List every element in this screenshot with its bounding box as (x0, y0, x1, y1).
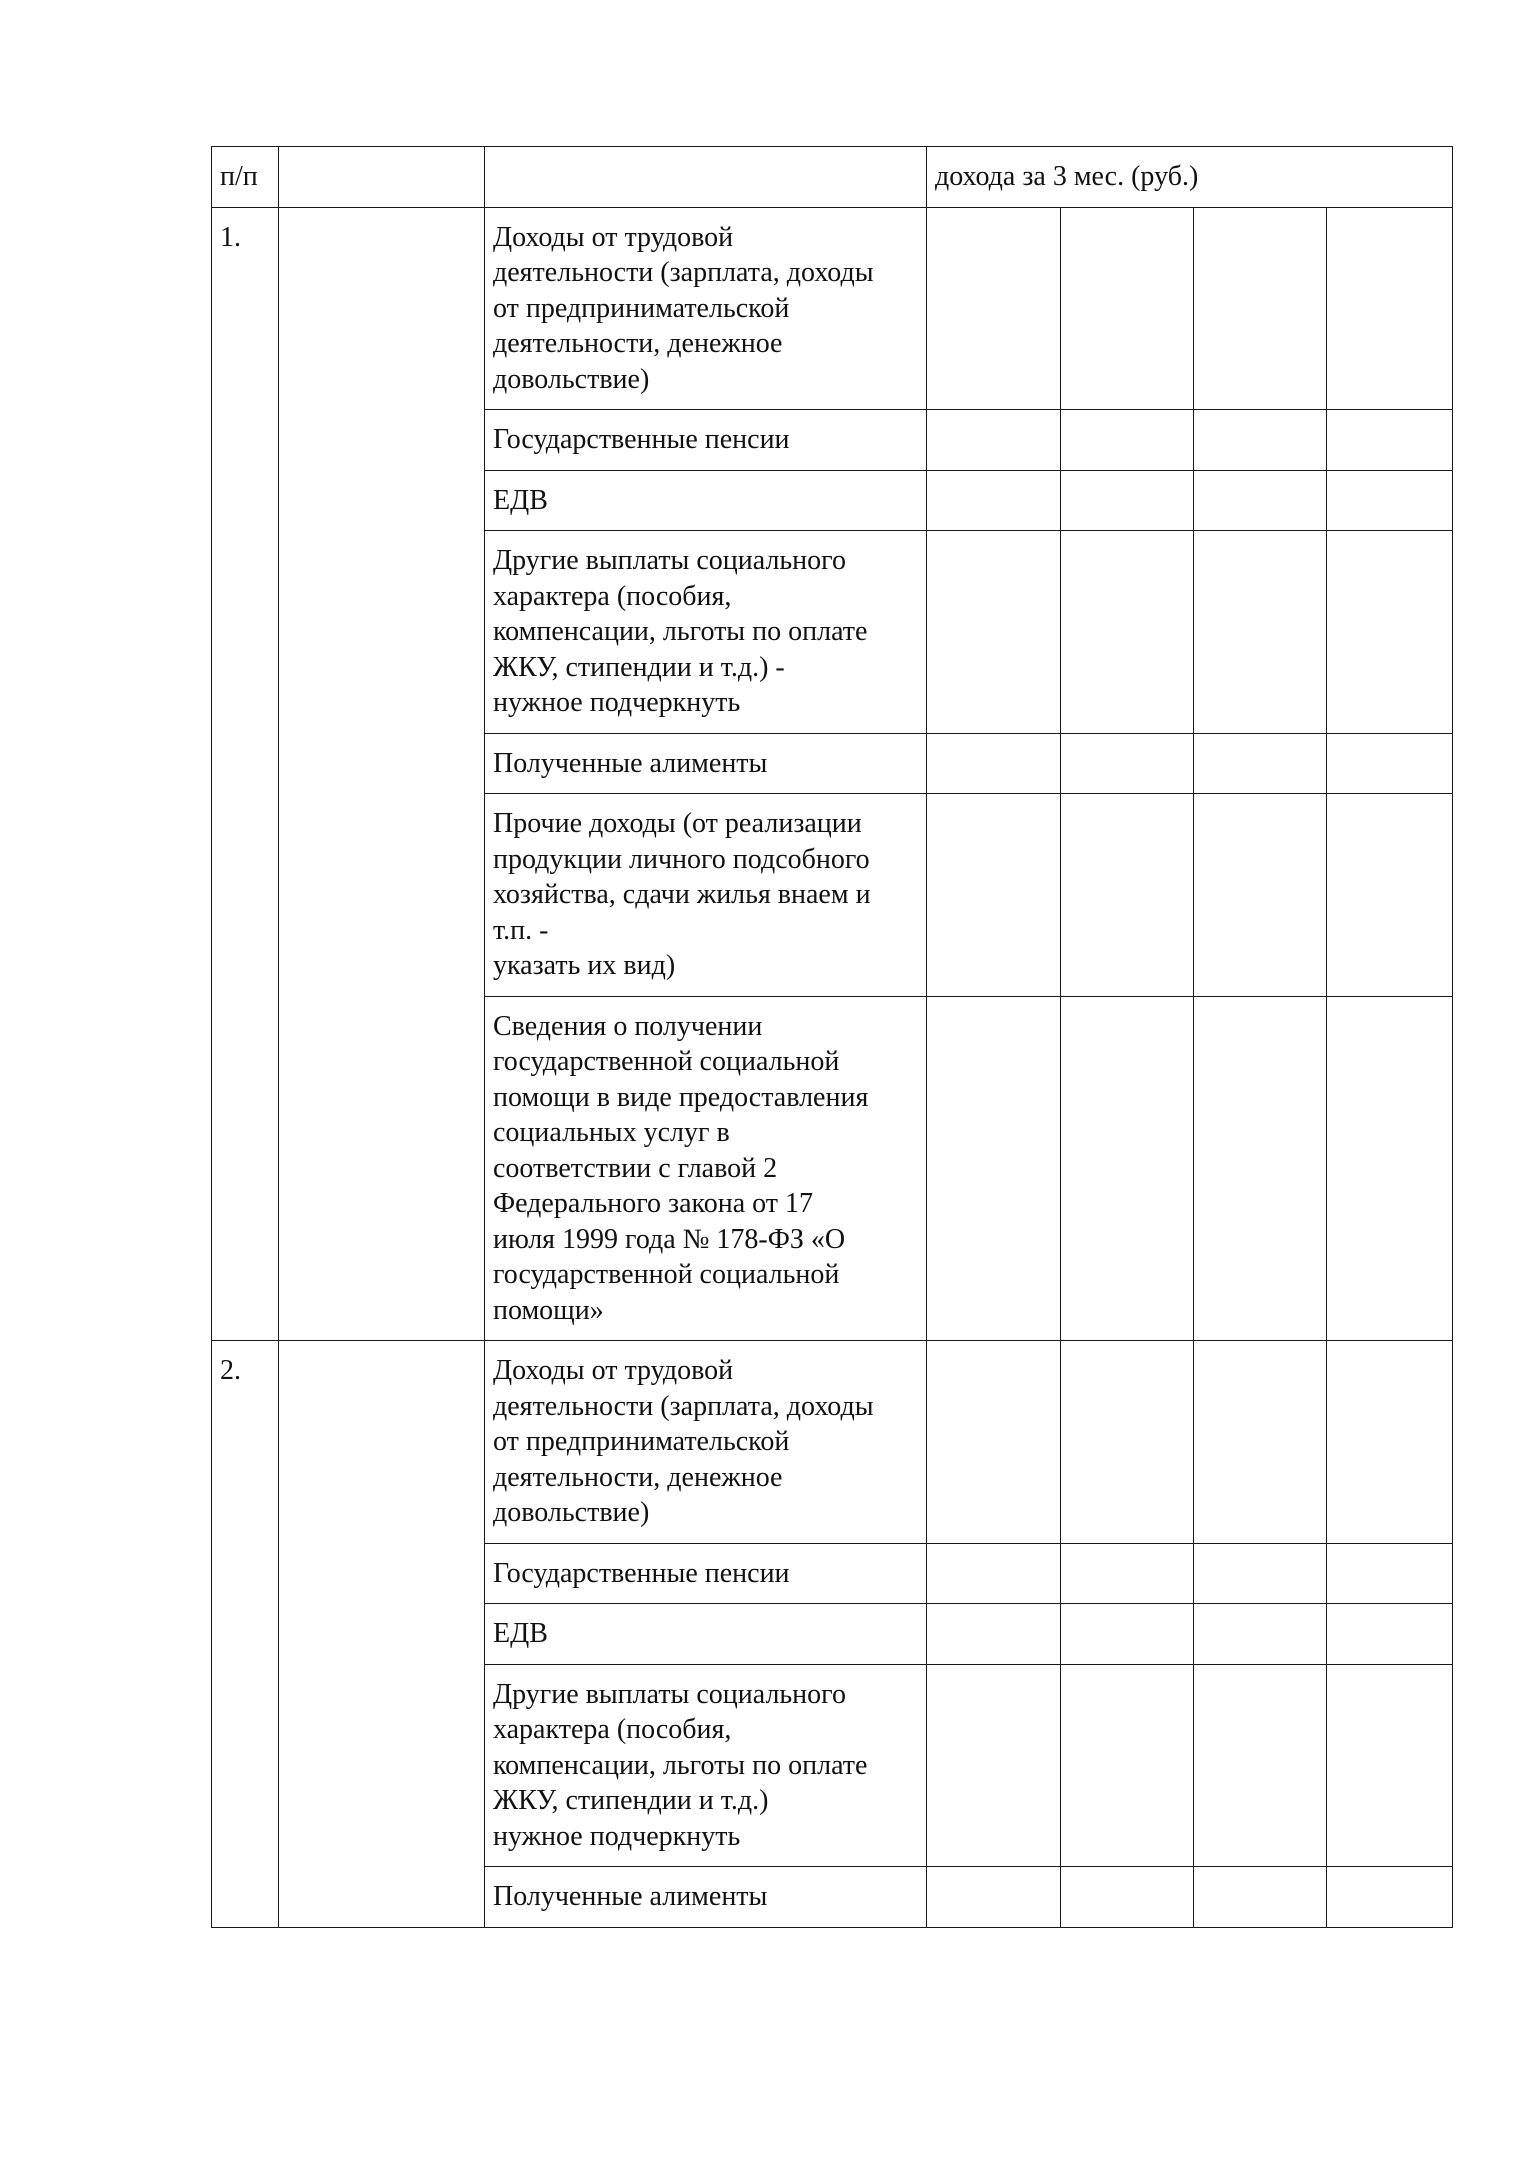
amount-cell[interactable] (1061, 207, 1194, 410)
amount-cell[interactable] (1194, 207, 1327, 410)
amount-cell[interactable] (1194, 1604, 1327, 1665)
amount-cell[interactable] (1194, 794, 1327, 997)
income-type-cell: ЕДВ (485, 470, 927, 531)
amount-cell[interactable] (927, 1867, 1061, 1928)
header-income-type-cell (485, 147, 927, 208)
amount-cell[interactable] (1061, 996, 1194, 1341)
header-period-cell: дохода за 3 мес. (руб.) (927, 147, 1453, 208)
amount-cell[interactable] (927, 1664, 1061, 1867)
amount-cell[interactable] (1194, 470, 1327, 531)
table-row (212, 1341, 1453, 1544)
income-type-cell: Полученные алименты (485, 733, 927, 794)
amount-cell[interactable] (927, 207, 1061, 410)
amount-cell[interactable] (1194, 1867, 1327, 1928)
amount-cell[interactable] (1327, 1341, 1453, 1544)
amount-cell[interactable] (1327, 1543, 1453, 1604)
amount-cell[interactable] (1061, 1664, 1194, 1867)
table-row (212, 207, 1453, 410)
amount-cell[interactable] (927, 1341, 1061, 1544)
amount-cell[interactable] (1327, 733, 1453, 794)
amount-cell[interactable] (1327, 794, 1453, 997)
income-type-cell: Доходы от трудовой деятельности (зарплата, доходы от предпринимательской деятельности, денежное довольствие) (485, 1341, 927, 1544)
income-type-cell: Сведения о получении государственной социальной помощи в виде предоставления социальных услуг в соответствии с главой 2 Федерального закона от 17 июля 1999 года № 178-ФЗ «О государственной социальной помощи» (485, 996, 927, 1341)
amount-cell[interactable] (927, 733, 1061, 794)
amount-cell[interactable] (1061, 470, 1194, 531)
header-num-cell: п/п (212, 147, 279, 208)
income-type-cell: ЕДВ (485, 1604, 927, 1665)
amount-cell[interactable] (1327, 470, 1453, 531)
amount-cell[interactable] (927, 794, 1061, 997)
amount-cell[interactable] (927, 996, 1061, 1341)
amount-cell[interactable] (1061, 1867, 1194, 1928)
income-type-cell: Другие выплаты социального характера (пособия, компенсации, льготы по оплате ЖКУ, стипендии и т.д.) нужное подчеркнуть (485, 1664, 927, 1867)
amount-cell[interactable] (1327, 410, 1453, 471)
amount-cell[interactable] (1194, 410, 1327, 471)
amount-cell[interactable] (927, 410, 1061, 471)
income-type-cell: Государственные пенсии (485, 1543, 927, 1604)
income-type-cell: Государственные пенсии (485, 410, 927, 471)
amount-cell[interactable] (1061, 1543, 1194, 1604)
amount-cell[interactable] (1194, 531, 1327, 734)
family-member-cell[interactable] (279, 1341, 485, 1928)
income-type-cell: Прочие доходы (от реализации продукции личного подсобного хозяйства, сдачи жилья внаем и т.п. - указать их вид) (485, 794, 927, 997)
amount-cell[interactable] (1327, 531, 1453, 734)
amount-cell[interactable] (1327, 996, 1453, 1341)
amount-cell[interactable] (927, 1604, 1061, 1665)
amount-cell[interactable] (1061, 410, 1194, 471)
amount-cell[interactable] (927, 531, 1061, 734)
amount-cell[interactable] (1194, 1664, 1327, 1867)
amount-cell[interactable] (1194, 1341, 1327, 1544)
amount-cell[interactable] (927, 1543, 1061, 1604)
group-number-cell: 2. (212, 1341, 279, 1928)
income-type-cell: Другие выплаты социального характера (пособия, компенсации, льготы по оплате ЖКУ, стипендии и т.д.) - нужное подчеркнуть (485, 531, 927, 734)
header-row (212, 147, 1453, 208)
header-person-cell (279, 147, 485, 208)
income-table (211, 146, 1453, 1928)
amount-cell[interactable] (1061, 1341, 1194, 1544)
amount-cell[interactable] (1327, 1867, 1453, 1928)
amount-cell[interactable] (1061, 733, 1194, 794)
amount-cell[interactable] (1061, 531, 1194, 734)
group-number-cell: 1. (212, 207, 279, 1341)
income-type-cell: Доходы от трудовой деятельности (зарплата, доходы от предпринимательской деятельности, денежное довольствие) (485, 207, 927, 410)
amount-cell[interactable] (1327, 1664, 1453, 1867)
amount-cell[interactable] (1327, 1604, 1453, 1665)
amount-cell[interactable] (927, 470, 1061, 531)
amount-cell[interactable] (1327, 207, 1453, 410)
amount-cell[interactable] (1194, 1543, 1327, 1604)
family-member-cell[interactable] (279, 207, 485, 1341)
income-type-cell: Полученные алименты (485, 1867, 927, 1928)
amount-cell[interactable] (1194, 996, 1327, 1341)
amount-cell[interactable] (1061, 794, 1194, 997)
amount-cell[interactable] (1194, 733, 1327, 794)
amount-cell[interactable] (1061, 1604, 1194, 1665)
